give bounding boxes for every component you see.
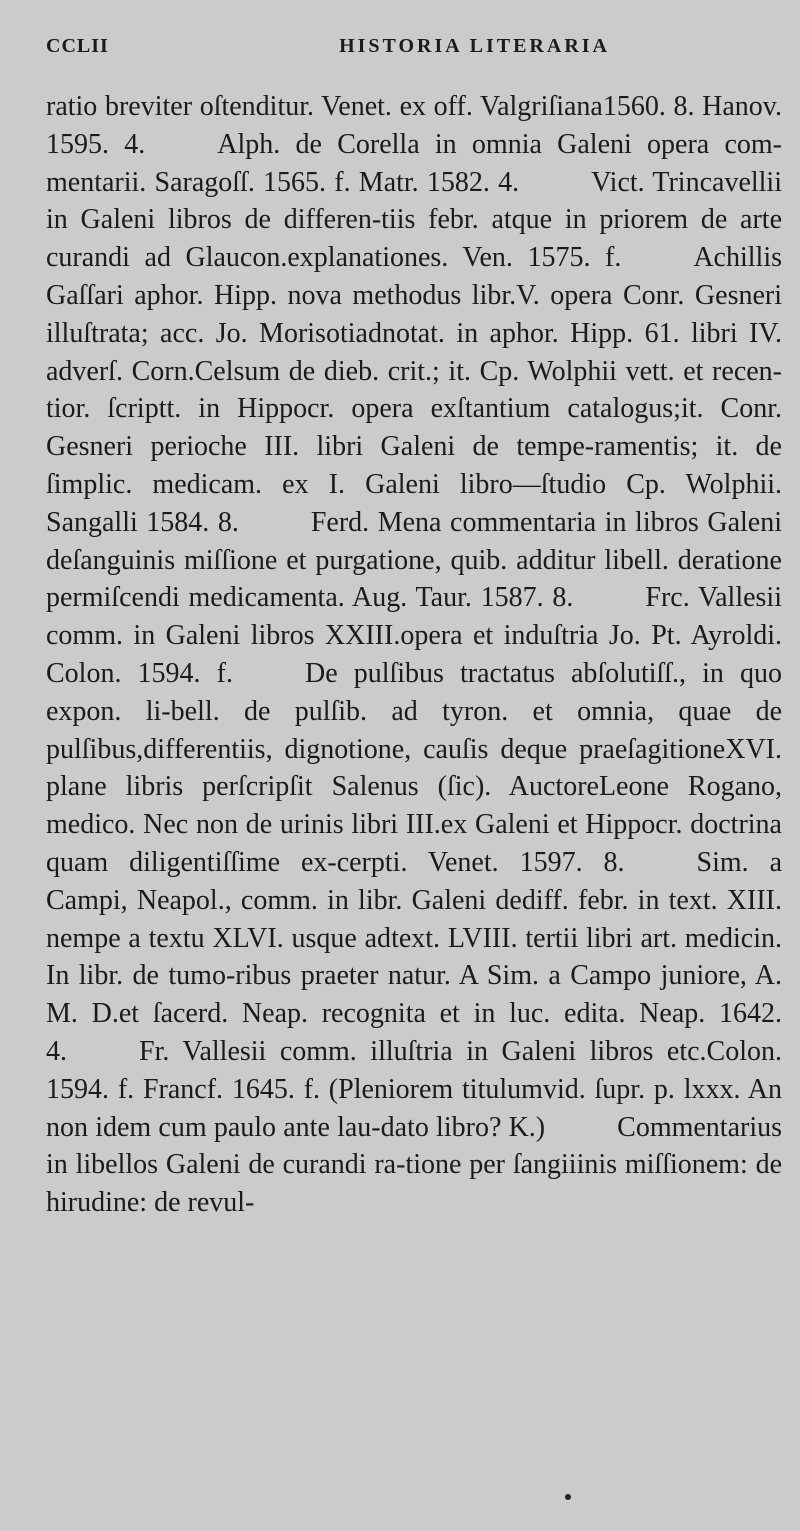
text-line: text. LVIII. tertii libri art. medicin. In libr. de tumo-	[46, 922, 782, 992]
text-line: Commentarius in libellos Galeni de curandi ra-	[46, 1111, 783, 1181]
text-line: tior. ſcriptt. in Hippocr. opera exſtantium catalogus;	[46, 393, 681, 425]
text-line: bell. de pulſib. ad tyron. et omnia, quae de pulſibus,	[46, 695, 782, 765]
text-line: mentarii. Saragoſſ. 1565. f. Matr. 1582. 4.	[46, 166, 520, 198]
text-line: V. opera Conr. Gesneri illuſtrata; acc. Jo. Morisoti	[46, 279, 783, 349]
text-line: De pulſibus tractatus abſolutiſſ., in quo expon. li-	[46, 657, 783, 727]
running-header	[46, 26, 782, 66]
text-line: Colon. 1594. f. Francf. 1645. f. (Pleniorem titulum	[46, 1035, 782, 1105]
text-line: cerpti. Venet. 1597. 8.	[336, 846, 625, 878]
text-line: vid. ſupr. p. lxxx. An non idem cum paulo ante lau-	[46, 1073, 782, 1143]
text-line: Sim. a Campi, Neapol., comm. in libr. Galeni de	[46, 846, 782, 916]
text-line: ratio breviter oſtenditur. Venet. ex off. Valgriſiana	[46, 91, 603, 122]
text-line: opera et induſtria Jo. Pt. Ayroldi. Colon. 1594. f.	[46, 620, 783, 689]
text-line: Vict. Trincavellii in Galeni libros de differen-	[46, 166, 782, 236]
text-line: Celsum de dieb. crit.; it. Cp. Wolphii vett. et recen-	[194, 355, 782, 387]
text-line: Frc. Vallesii comm. in Galeni libros XXIII.	[46, 582, 782, 652]
text-line: ex Galeni et Hippocr. doctrina quam diligentiſſime ex-	[46, 809, 782, 878]
text-line: Achillis Gaſſari aphor. Hipp. nova methodus libr.	[46, 242, 782, 311]
text-line: ſanguinis miſſione et purgatione, quib. additur libell. de	[72, 544, 705, 576]
text-line: tiis febr. atque in priorem de arte curandi ad Glaucon.	[46, 204, 783, 274]
text-line: et ſacerd. Neap. recognita et in luc. edita. Neap. 1642. 4.	[46, 998, 782, 1067]
text-line: Leone Rogano, medico. Nec non de urinis libri III.	[46, 771, 783, 841]
text-line: explanationes. Ven. 1575. f.	[287, 242, 622, 274]
text-line: adnotat. in aphor. Hipp. 61. libri IV. adverſ. Corn.	[46, 317, 782, 387]
text-line: Fr. Vallesii comm. illuſtria in Galeni libros etc.	[139, 1035, 707, 1067]
text-line: it. Conr. Gesneri perioche III. libri Galeni de tempe-	[46, 393, 782, 463]
page-mark	[565, 1494, 571, 1500]
text-line: ſtudio Cp. Wolphii. Sangalli 1584. 8.	[46, 468, 783, 538]
running-title: HISTORIA LITERARIA	[339, 35, 610, 57]
text-line: Alph. de Corella in omnia Galeni opera com-	[217, 128, 783, 160]
text-line: ramentis; it. de ſimplic. medicam. ex I. Galeni libro—	[46, 431, 782, 500]
text-line: tione per ſangiiinis miſſionem: de hirudine: de revul-	[46, 1149, 782, 1219]
text-line: Ferd. Mena commentaria in libros Galeni de	[46, 506, 783, 576]
text-line: XVI. plane libris perſcripſit Salenus (ſic). Auctore	[46, 733, 782, 803]
page-number: CCLII	[46, 35, 109, 57]
text-line: differentiis, dignotione, cauſis deque praeſagitione	[143, 733, 726, 765]
text-line: dato libro? K.)	[380, 1111, 546, 1143]
text-line: diff. febr. in text. XIII. nempe a textu XLVI. usque ad	[46, 884, 782, 954]
text-line: 1560. 8. Hanov. 1595. 4.	[46, 91, 782, 160]
text-line: ribus praeter natur. A Sim. a Campo juniore, A. M. D.	[46, 960, 782, 1030]
text-line: ratione permiſcendi medicamenta. Aug. Taur. 1587. 8.	[46, 544, 782, 614]
document-body	[46, 88, 782, 1222]
